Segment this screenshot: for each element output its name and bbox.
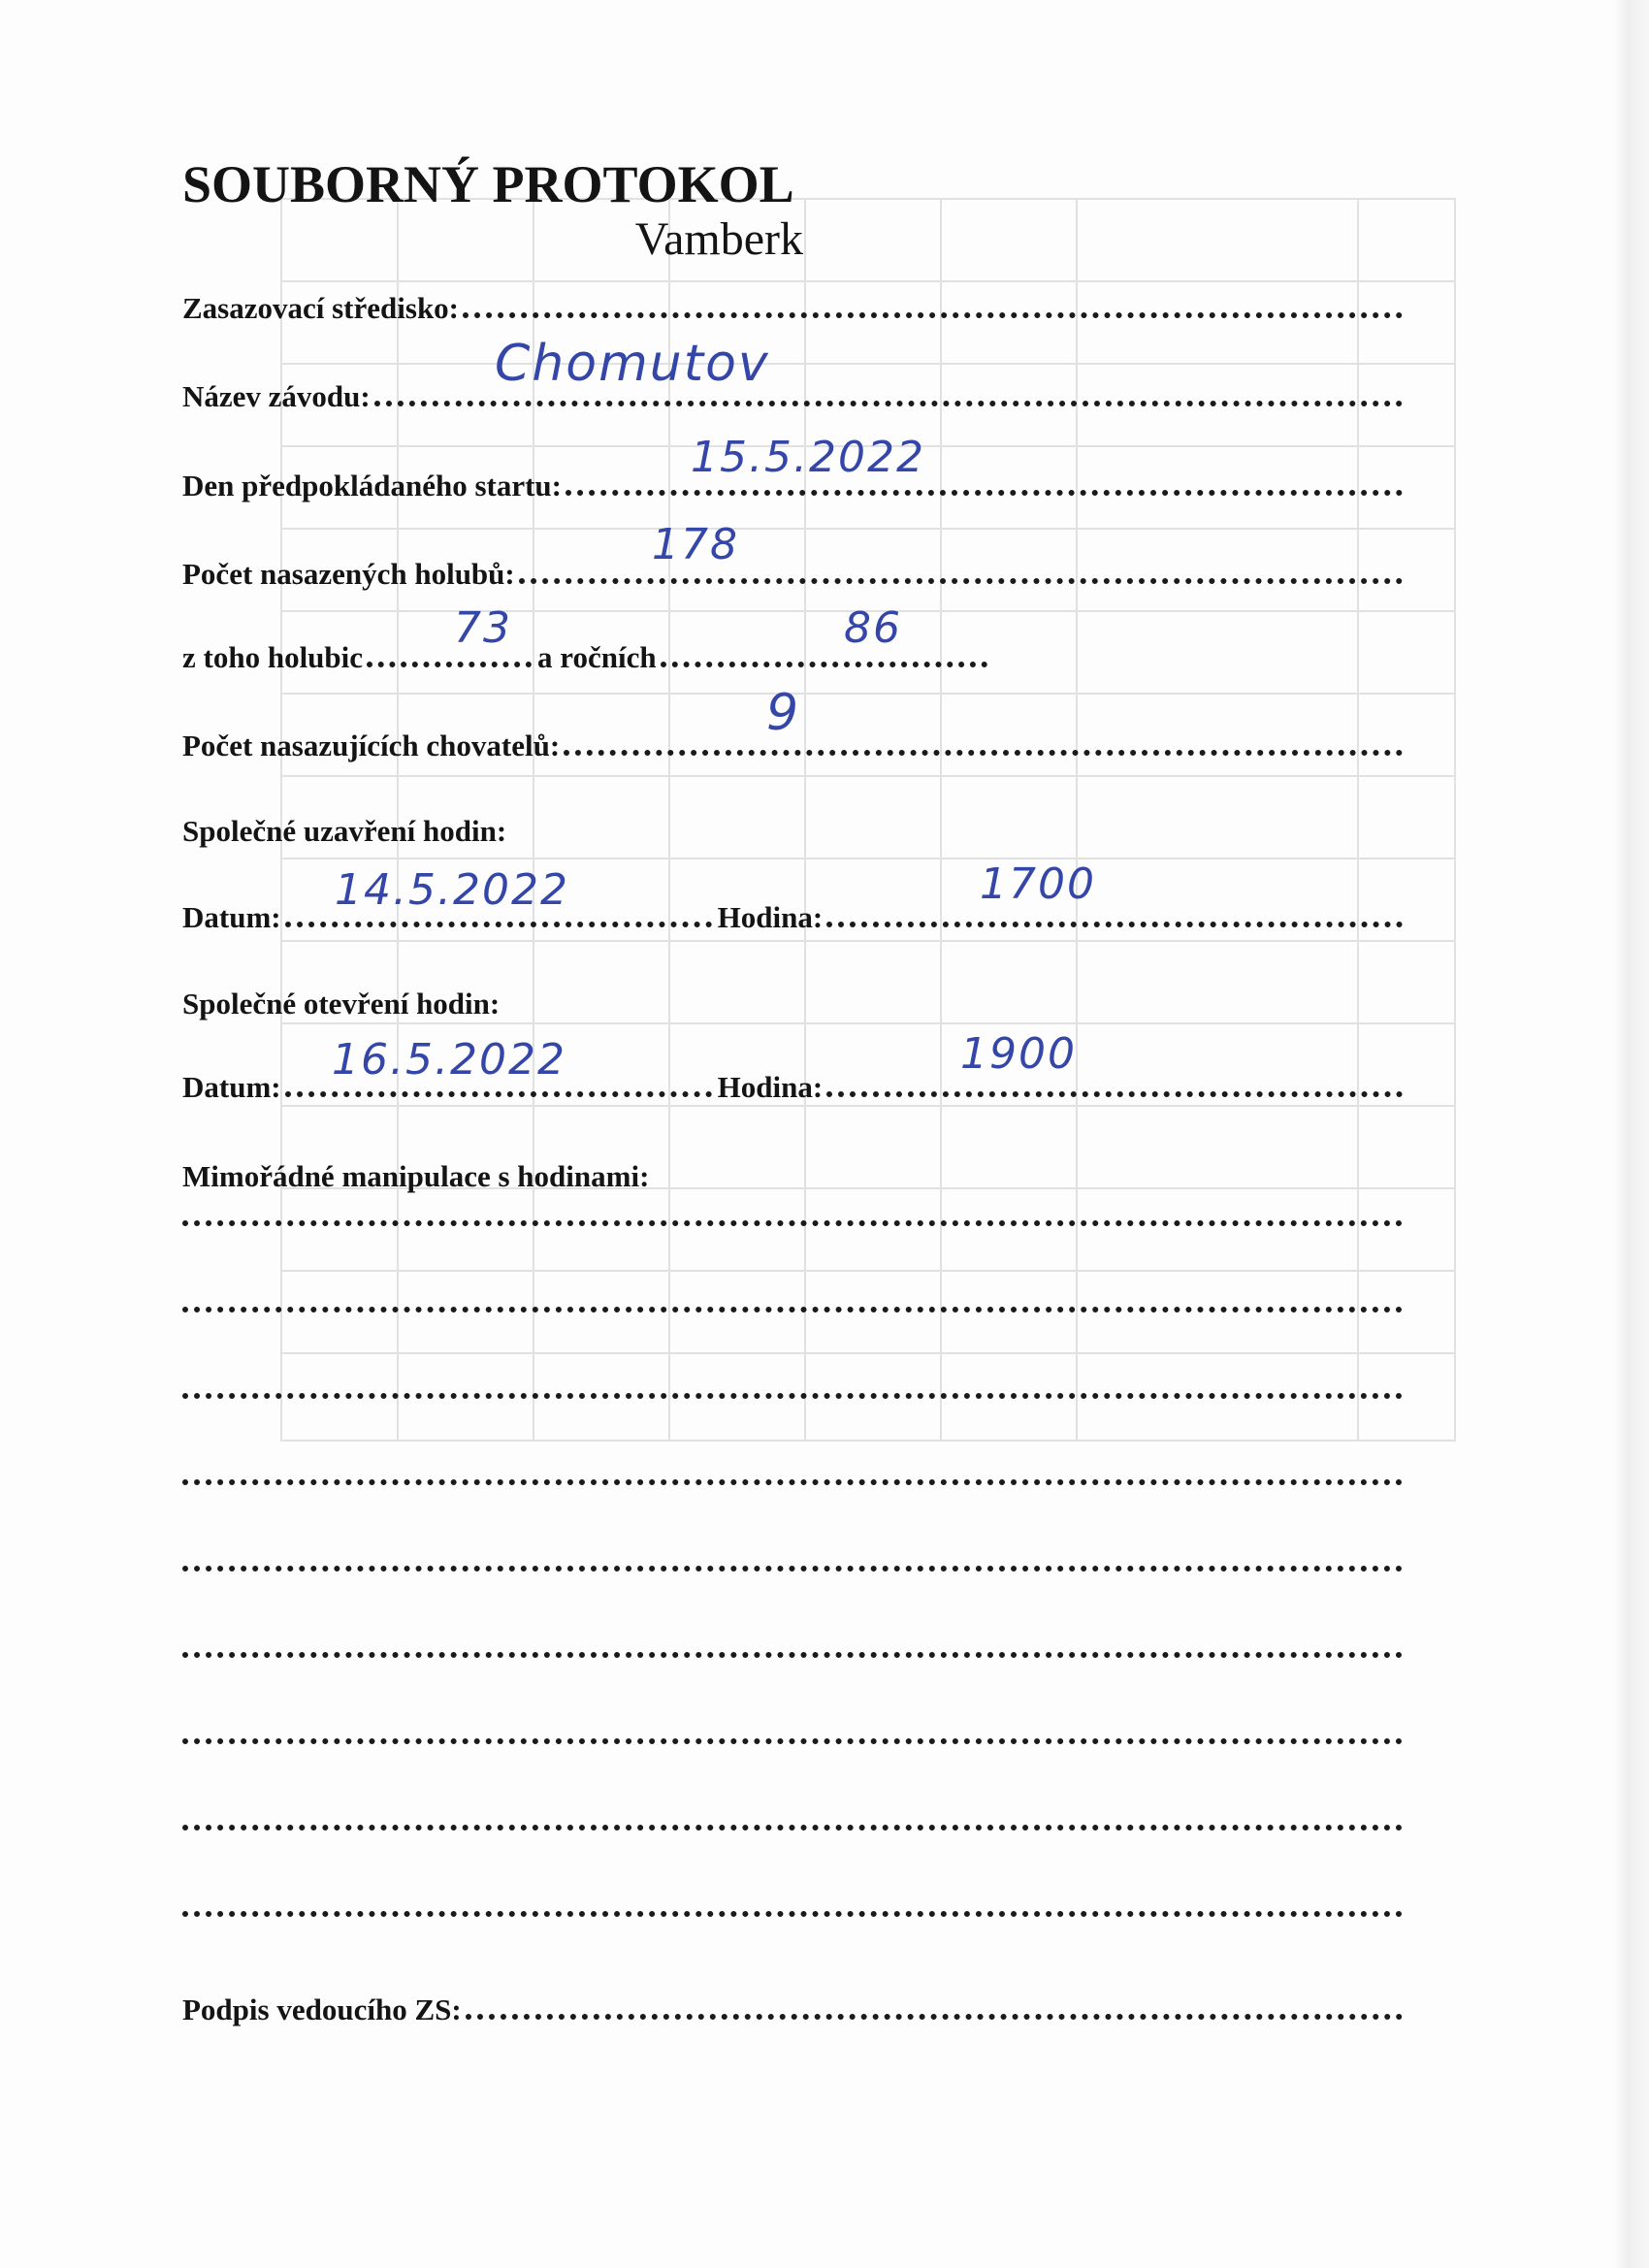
opening-date-handwriting: 16.5.2022 <box>332 1035 566 1085</box>
opening-heading-row <box>182 982 1403 1026</box>
special-line[interactable] <box>182 1729 1403 1744</box>
race-name-label: Název závodu: <box>182 379 371 413</box>
opening-hour-handwriting: 1900 <box>960 1029 1077 1079</box>
station-label: Zasazovací středisko: <box>182 291 460 325</box>
special-line[interactable] <box>182 1556 1403 1571</box>
pigeons-count-handwriting: 178 <box>652 520 739 569</box>
start-date-handwriting: 15.5.2022 <box>691 433 925 482</box>
closing-heading: Společné uzavření hodin: <box>182 814 507 848</box>
document-subtitle: Vamberk <box>634 213 803 265</box>
yearlings-field[interactable] <box>661 632 987 667</box>
signature-row <box>182 1985 1403 2029</box>
breeders-label: Počet nasazujících chovatelů: <box>182 729 561 762</box>
closing-date-label: Datum: <box>182 900 281 934</box>
yearlings-label: a ročních <box>537 640 657 674</box>
special-line[interactable] <box>182 1211 1403 1226</box>
station-field[interactable] <box>463 283 1403 318</box>
station-row <box>182 283 1403 328</box>
signature-field[interactable] <box>466 1985 1403 2020</box>
closing-heading-row <box>182 809 1403 854</box>
hens-handwriting: 73 <box>454 603 512 653</box>
special-line[interactable] <box>182 1297 1403 1312</box>
opening-date-label: Datum: <box>182 1070 281 1104</box>
document-title: SOUBORNÝ PROTOKOL <box>182 155 794 213</box>
yearlings-handwriting: 86 <box>844 603 902 653</box>
closing-hour-field[interactable] <box>826 892 1403 927</box>
opening-heading: Společné otevření hodin: <box>182 987 501 1021</box>
breeders-field[interactable] <box>564 721 1403 756</box>
breeders-handwriting: 9 <box>766 684 801 742</box>
special-line[interactable] <box>182 1470 1403 1485</box>
signature-label: Podpis vedoucího ZS: <box>182 1993 462 2026</box>
document-header <box>182 155 803 266</box>
hens-label: z toho holubic <box>182 640 364 674</box>
special-heading-row <box>182 1154 1403 1199</box>
special-line[interactable] <box>182 1383 1403 1399</box>
scan-page-edge <box>1614 0 1649 2268</box>
special-line[interactable] <box>182 1815 1403 1831</box>
special-line[interactable] <box>182 1642 1403 1658</box>
closing-hour-handwriting: 1700 <box>980 859 1096 909</box>
pigeons-count-row <box>182 549 1403 594</box>
pigeons-count-label: Počet nasazených holubů: <box>182 557 515 591</box>
race-name-row <box>182 372 1403 416</box>
race-name-handwriting: Chomutov <box>495 335 770 393</box>
closing-date-handwriting: 14.5.2022 <box>335 865 569 915</box>
opening-hour-field[interactable] <box>826 1062 1403 1097</box>
start-day-label: Den předpokládaného startu: <box>182 469 562 502</box>
closing-hour-label: Hodina: <box>717 900 824 934</box>
opening-hour-label: Hodina: <box>717 1070 824 1104</box>
special-heading: Mimořádné manipulace s hodinami: <box>182 1159 650 1193</box>
special-line[interactable] <box>182 1901 1403 1917</box>
